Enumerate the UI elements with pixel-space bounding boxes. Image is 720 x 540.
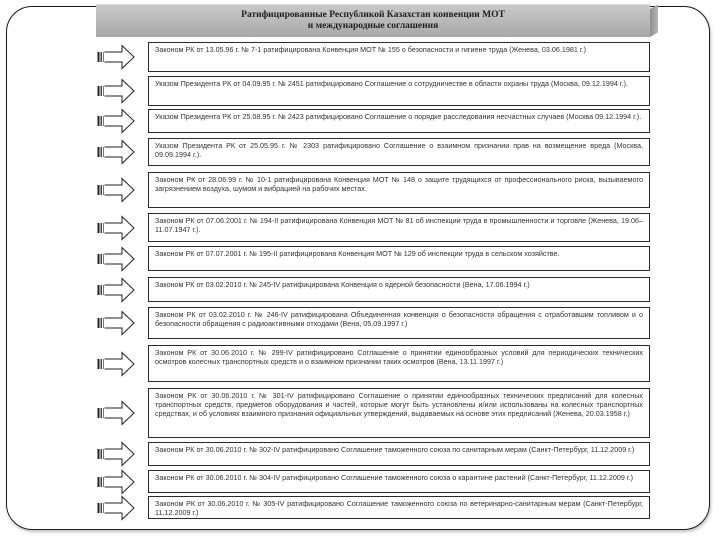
title-banner	[96, 4, 650, 37]
item-text-box: Законом РК от 30.06.2010 г. № 304-IV ратифицировано Соглашение таможенного союза о карантине растений (Санкт-Петербург, 11.12.2009 г.)	[148, 470, 650, 493]
title-line-2: и международные соглашения	[307, 21, 439, 31]
right-arrow-icon	[97, 139, 135, 165]
right-arrow-icon	[97, 108, 135, 134]
item-text-box: Законом РК от 07.07.2001 г. № 195-II ратифицирована Конвенция МОТ № 129 об инспекции труда в сельском хозяйстве.	[148, 246, 650, 271]
right-arrow-icon	[97, 441, 135, 467]
item-text-box: Законом РК от 30.06.2010 г. № 299-IV ратифицировано Соглашение о принятии единообразных условий для периодических технических осмотров колесных транспортных средств и о взаимном признании таких осмотров (Вена, 13.11.1997 г.)	[148, 345, 650, 382]
item-text-box: Законом РК от 30.06.2010 г. № 305-IV ратифицировано Соглашение таможенного союза по ветеринарно-санитарным мерам (Санкт-Петербург, 11.12.2009 г.)	[148, 496, 650, 519]
item-text-box: Законом РК от 03.02.2010 г. № 245-IV ратифицирована Конвенция о ядерной безопасности (Вена, 17.06.1994 г.)	[148, 277, 650, 302]
right-arrow-icon	[97, 495, 135, 521]
item-text-box: Законом РК от 03.02.2010 г. № 246-IV ратифицирована Объединенная конвенция о безопасности обращения с отработавшим топливом и о безопасности обращения с радиоактивными отходами (Вена, 05.09.1997 г.)	[148, 307, 650, 339]
item-text-box: Указом Президента РК от 25.05.95 г. № 2303 ратифицировано Соглашение о взаимном признании прав на возмещение вреда (Москва, 09.09.1994 г.).	[148, 138, 650, 166]
item-text-box: Законом РК от 13.05.96 г. № 7-1 ратифицирована Конвенция МОТ № 155 о безопасности и гигиене труда (Женева, 03.06.1981 г.)	[148, 42, 650, 72]
title-line-1: Ратифицированные Республикой Казахстан конвенции МОТ	[241, 10, 505, 20]
right-arrow-icon	[97, 469, 135, 495]
item-text-box: Указом Президента РК от 25.08.95 г. № 2423 ратифицировано Соглашение о порядке расследования несчастных случаев (Москва 09.12.1994 г.).	[148, 109, 650, 133]
right-arrow-icon	[97, 177, 135, 203]
right-arrow-icon	[97, 310, 135, 336]
right-arrow-icon	[97, 215, 135, 241]
item-text-box: Законом РК от 30.06.2010 г. № 301-IV ратифицировано Соглашение о принятии единообразных технических предписаний для колесных транспортных средств, предметов оборудования и частей, которые могут быть установлены и/или использованы на колесных транспортных средствах, и об условиях взаимного признания официальных утверждений, выдаваемых на основе этих предписаний (Женева, 20.03.1958 г.)	[148, 388, 650, 438]
right-arrow-icon	[97, 44, 135, 70]
item-text-box: Указом Президента РК от 04.09.95 г. № 2451 ратифицировано Соглашение о сотрудничестве в области охраны труда (Москва, 09.12.1994 г.).	[148, 76, 650, 106]
right-arrow-icon	[97, 351, 135, 377]
right-arrow-icon	[97, 277, 135, 303]
right-arrow-icon	[97, 246, 135, 272]
item-text-box: Законом РК от 28.06.99 г. № 10-1 ратифицирована Конвенция МОТ № 148 о защите трудящихся от профессионального риска, вызываемого загрязнением воздуха, шумом и вибрацией на рабочих местах.	[148, 172, 650, 208]
item-text-box: Законом РК от 07.06.2001 г. № 194-II ратифицирована Конвенция МОТ № 81 об инспекции труда в промышленности и торговле (Женева, 19.06–11.07.1947 г.).	[148, 213, 650, 242]
right-arrow-icon	[97, 400, 135, 426]
right-arrow-icon	[97, 78, 135, 104]
item-text-box: Законом РК от 30.06.2010 г. № 302-IV ратифицировано Соглашение таможенного союза по санитарным мерам (Санкт-Петербург, 11.12.2009 г.)	[148, 442, 650, 466]
page-title	[96, 10, 650, 32]
